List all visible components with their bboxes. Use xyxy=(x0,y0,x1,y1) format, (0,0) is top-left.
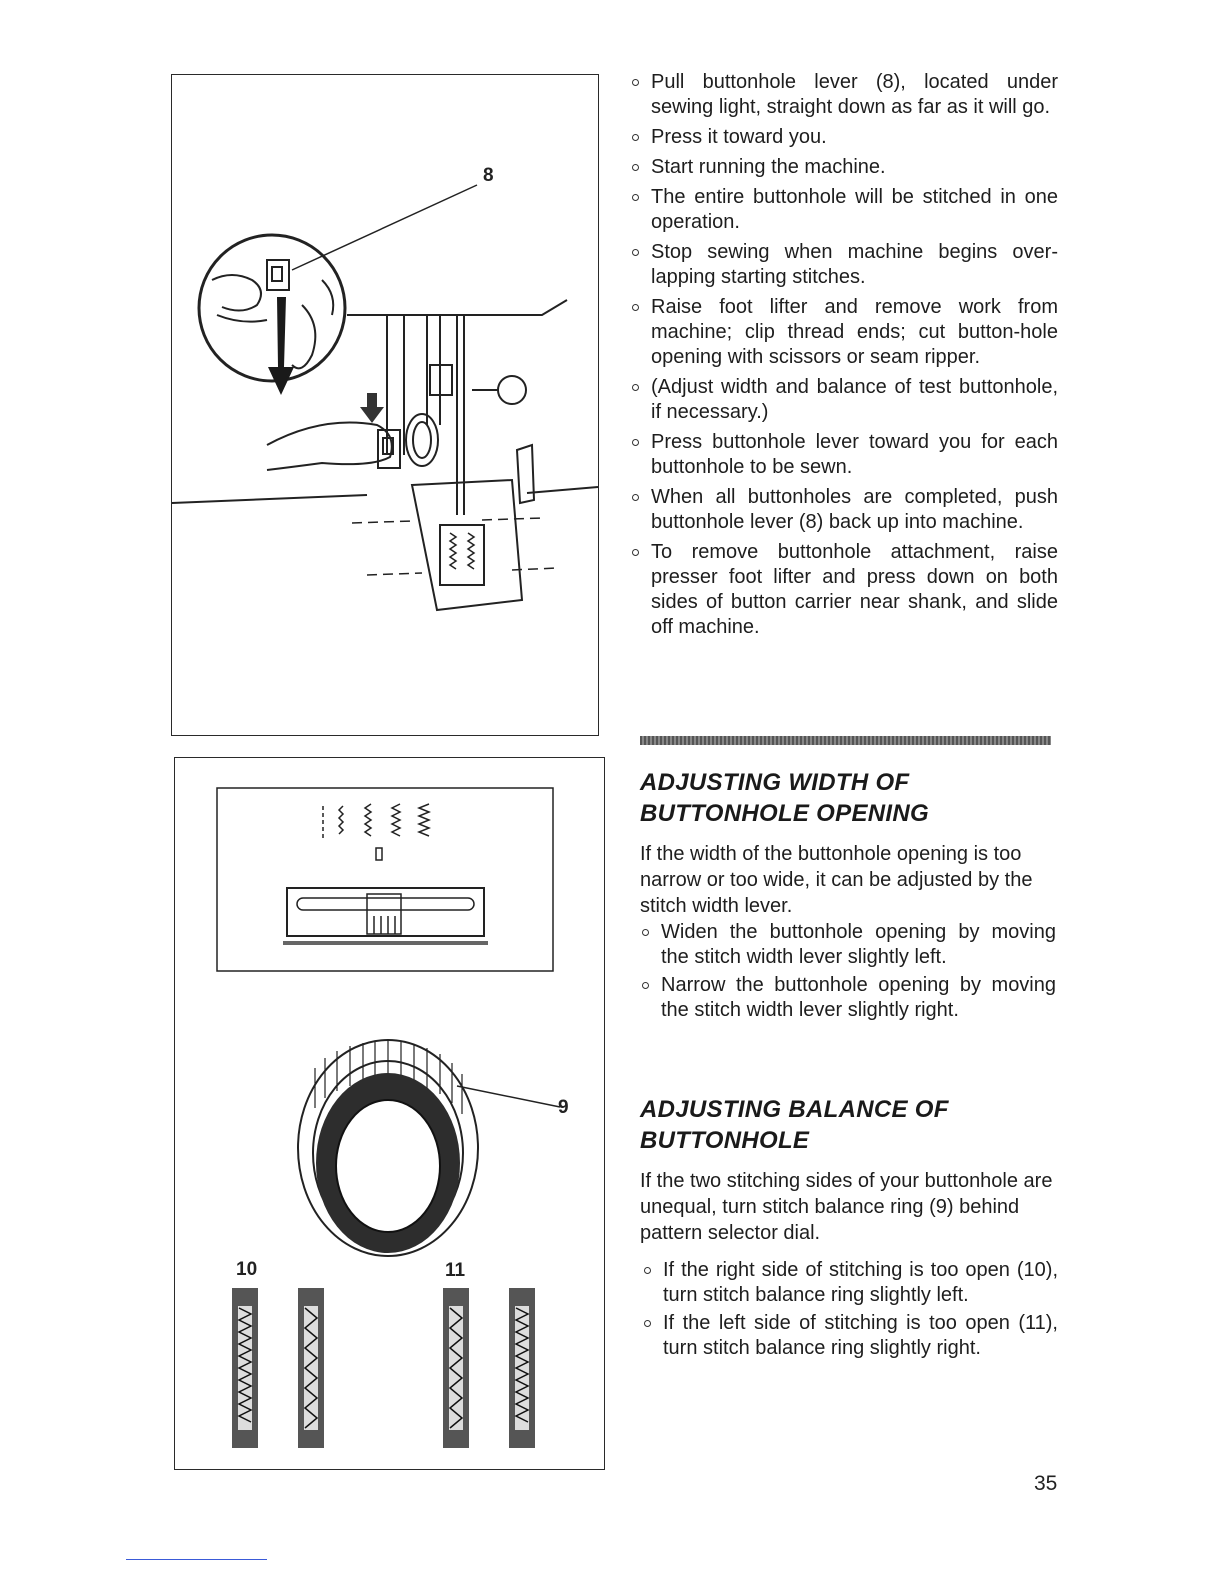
width-bullets xyxy=(638,920,1056,1023)
instruction-item: (Adjust width and balance of test buttonhole, if necessary.) xyxy=(628,375,1058,425)
sewing-machine-illustration xyxy=(172,75,598,735)
figure-buttonhole-lever xyxy=(171,74,599,736)
width-bullet: Widen the buttonhole opening by moving the stitch width lever slightly left. xyxy=(638,920,1056,970)
balance-bullets xyxy=(640,1258,1058,1361)
section-divider xyxy=(640,736,1051,745)
label-10: 10 xyxy=(236,1259,258,1280)
instruction-item: Start running the machine. xyxy=(628,155,1058,180)
width-bullets-container xyxy=(638,920,1056,1026)
callout-8: 8 xyxy=(483,165,494,186)
page-number: 35 xyxy=(1034,1472,1058,1495)
width-bullet: Narrow the buttonhole opening by moving the stitch width lever slightly right. xyxy=(638,973,1056,1023)
balance-bullet: If the right side of stitching is too open (10), turn stitch balance ring slightly left. xyxy=(640,1258,1058,1308)
figure-balance-adjustment xyxy=(174,757,605,1470)
instruction-item: Raise foot lifter and remove work from machine; clip thread ends; cut button-hole opening with scissors or seam ripper. xyxy=(628,295,1058,370)
balance-section-heading: ADJUSTING BALANCE OF BUTTONHOLE xyxy=(640,1096,949,1154)
instruction-item: Pull buttonhole lever (8), located under sewing light, straight down as far as it will go. xyxy=(628,70,1058,120)
instruction-list xyxy=(628,70,1058,640)
footer-line xyxy=(126,1559,267,1560)
width-section-heading: ADJUSTING WIDTH OF BUTTONHOLE OPENING xyxy=(640,769,929,827)
label-11: 11 xyxy=(445,1260,466,1281)
balance-bullets-container xyxy=(640,1258,1058,1364)
balance-bullet: If the left side of stitching is too open (11), turn stitch balance ring slightly right. xyxy=(640,1311,1058,1361)
instruction-item: Stop sewing when machine begins over-lapping starting stitches. xyxy=(628,240,1058,290)
instruction-item: When all buttonholes are completed, push buttonhole lever (8) back up into machine. xyxy=(628,485,1058,535)
instruction-list-container xyxy=(628,70,1058,645)
callout-9: 9 xyxy=(558,1097,569,1118)
instruction-item: Press buttonhole lever toward you for each buttonhole to be sewn. xyxy=(628,430,1058,480)
balance-ring-illustration xyxy=(175,758,604,1469)
instruction-item: The entire buttonhole will be stitched in one operation. xyxy=(628,185,1058,235)
balance-section-intro: If the two stitching sides of your buttonhole are unequal, turn stitch balance ring (9) behind pattern selector dial. xyxy=(640,1170,1053,1244)
instruction-item: To remove buttonhole attachment, raise presser foot lifter and press down on both sides of button carrier near shank, and slide off machine. xyxy=(628,540,1058,640)
width-section-intro: If the width of the buttonhole opening is too narrow or too wide, it can be adjusted by the stitch width lever. xyxy=(640,843,1033,917)
instruction-item: Press it toward you. xyxy=(628,125,1058,150)
